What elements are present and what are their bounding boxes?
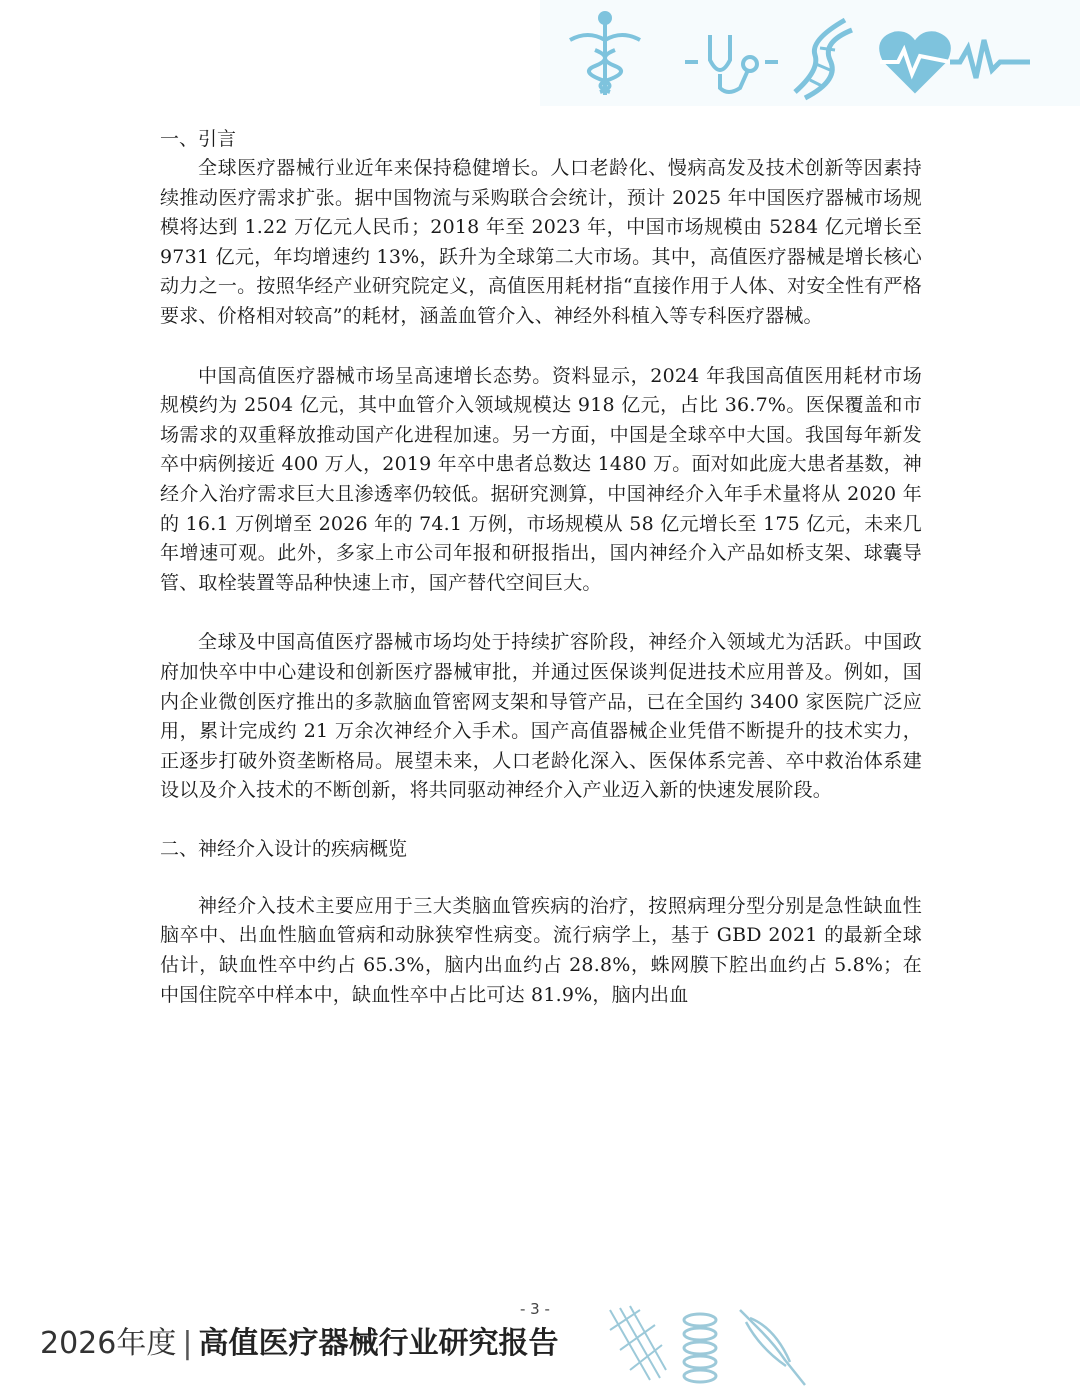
paragraph-2: 中国高值医疗器械市场呈高速增长态势。资料显示，2024 年我国高值医用耗材市场规模约为 2504 亿元，其中血管介入领域规模达 918 亿元，占比 36.7%。医保覆盖和市场需求的双重释放推动国产化进程加速。另一方面，中国是全球卒中大国。我国每年新发卒中病例接近 400 万人，2019 年卒中患者总数达 1480 万。面对如此庞大患者基数，神经介入治疗需求巨大且渗透率仍较低。据研究测算，中国神经介入年手术量将从 2020 年的 16.1 万例增至 2026 年的 74.1 万例，市场规模从 58 亿元增长至 175 亿元，未来几年增速可观。此外，多家上市公司年报和研报指出，国内神经介入产品如桥支架、球囊导管、取栓装置等品种快速上市，国产替代空间巨大。 [160, 364, 922, 594]
report-title [40, 1318, 558, 1362]
balloon-catheter-icon [740, 1310, 805, 1385]
paragraph-4: 神经介入技术主要应用于三大类脑血管疾病的治疗，按照病理分型分别是急性缺血性脑卒中、出血性脑血管病和动脉狭窄性病变。流行病学上，基于 GBD 2021 的最新全球估计，缺血性卒中约占 65.3%，脑内出血约占 28.8%，蛛网膜下腔出血约占 5.8%；在中国住院卒中样本中，缺血性卒中占比可达 81.9%，脑内出血 [160, 894, 922, 1006]
document-body [160, 124, 922, 1010]
page-footer [0, 1290, 1080, 1397]
medical-icons-header [540, 0, 1080, 106]
medical-device-icons-footer [600, 1300, 820, 1390]
stethoscope-icon [685, 35, 778, 92]
paragraph-3: 全球及中国高值医疗器械市场均处于持续扩容阶段，神经介入领域尤为活跃。中国政府加快卒中中心建设和创新医疗器械审批，并通过医保谈判促进技术应用普及。例如，国内企业微创医疗推出的多款脑血管密网支架和导管产品，已在全国约 3400 家医院广泛应用，累计完成约 21 万余次神经介入手术。国产高值器械企业凭借不断提升的技术实力，正逐步打破外资垄断格局。展望未来，人口老龄化深入、医保体系完善、卒中救治体系建设以及介入技术的不断创新，将共同驱动神经介入产业迈入新的快速发展阶段。 [160, 631, 922, 802]
mesh-stent-icon [610, 1306, 666, 1380]
coil-icon [684, 1314, 716, 1382]
caduceus-icon [570, 13, 640, 95]
header-banner [540, 0, 1080, 106]
heart-pulse-icon [880, 34, 1030, 90]
report-year: 2026年度 [40, 1326, 177, 1361]
dna-icon [795, 20, 852, 98]
paragraph-1: 全球医疗器械行业近年来保持稳健增长。人口老龄化、慢病高发及技术创新等因素持续推动医疗需求扩张。据中国物流与采购联合会统计，预计 2025 年中国医疗器械市场规模将达到 1.22 万亿元人民币；2018 年至 2023 年，中国市场规模由 5284 亿元增长至 9731 亿元，年均增速约 13%，跃升为全球第二大市场。其中，高值医疗器械是增长核心动力之一。按照华经产业研究院定义，高值医用耗材指“直接作用于人体、对安全性有严格要求、价格相对较高”的耗材，涵盖血管介入、神经外科植入等专科医疗器械。 [160, 157, 922, 327]
section-heading-disease-overview: 二、神经介入设计的疾病概览 [160, 837, 408, 860]
title-separator: | [182, 1326, 193, 1361]
report-name: 高值医疗器械行业研究报告 [198, 1326, 559, 1361]
page-number: - 3 - [520, 1300, 550, 1318]
section-heading-introduction: 一、引言 [160, 128, 237, 150]
